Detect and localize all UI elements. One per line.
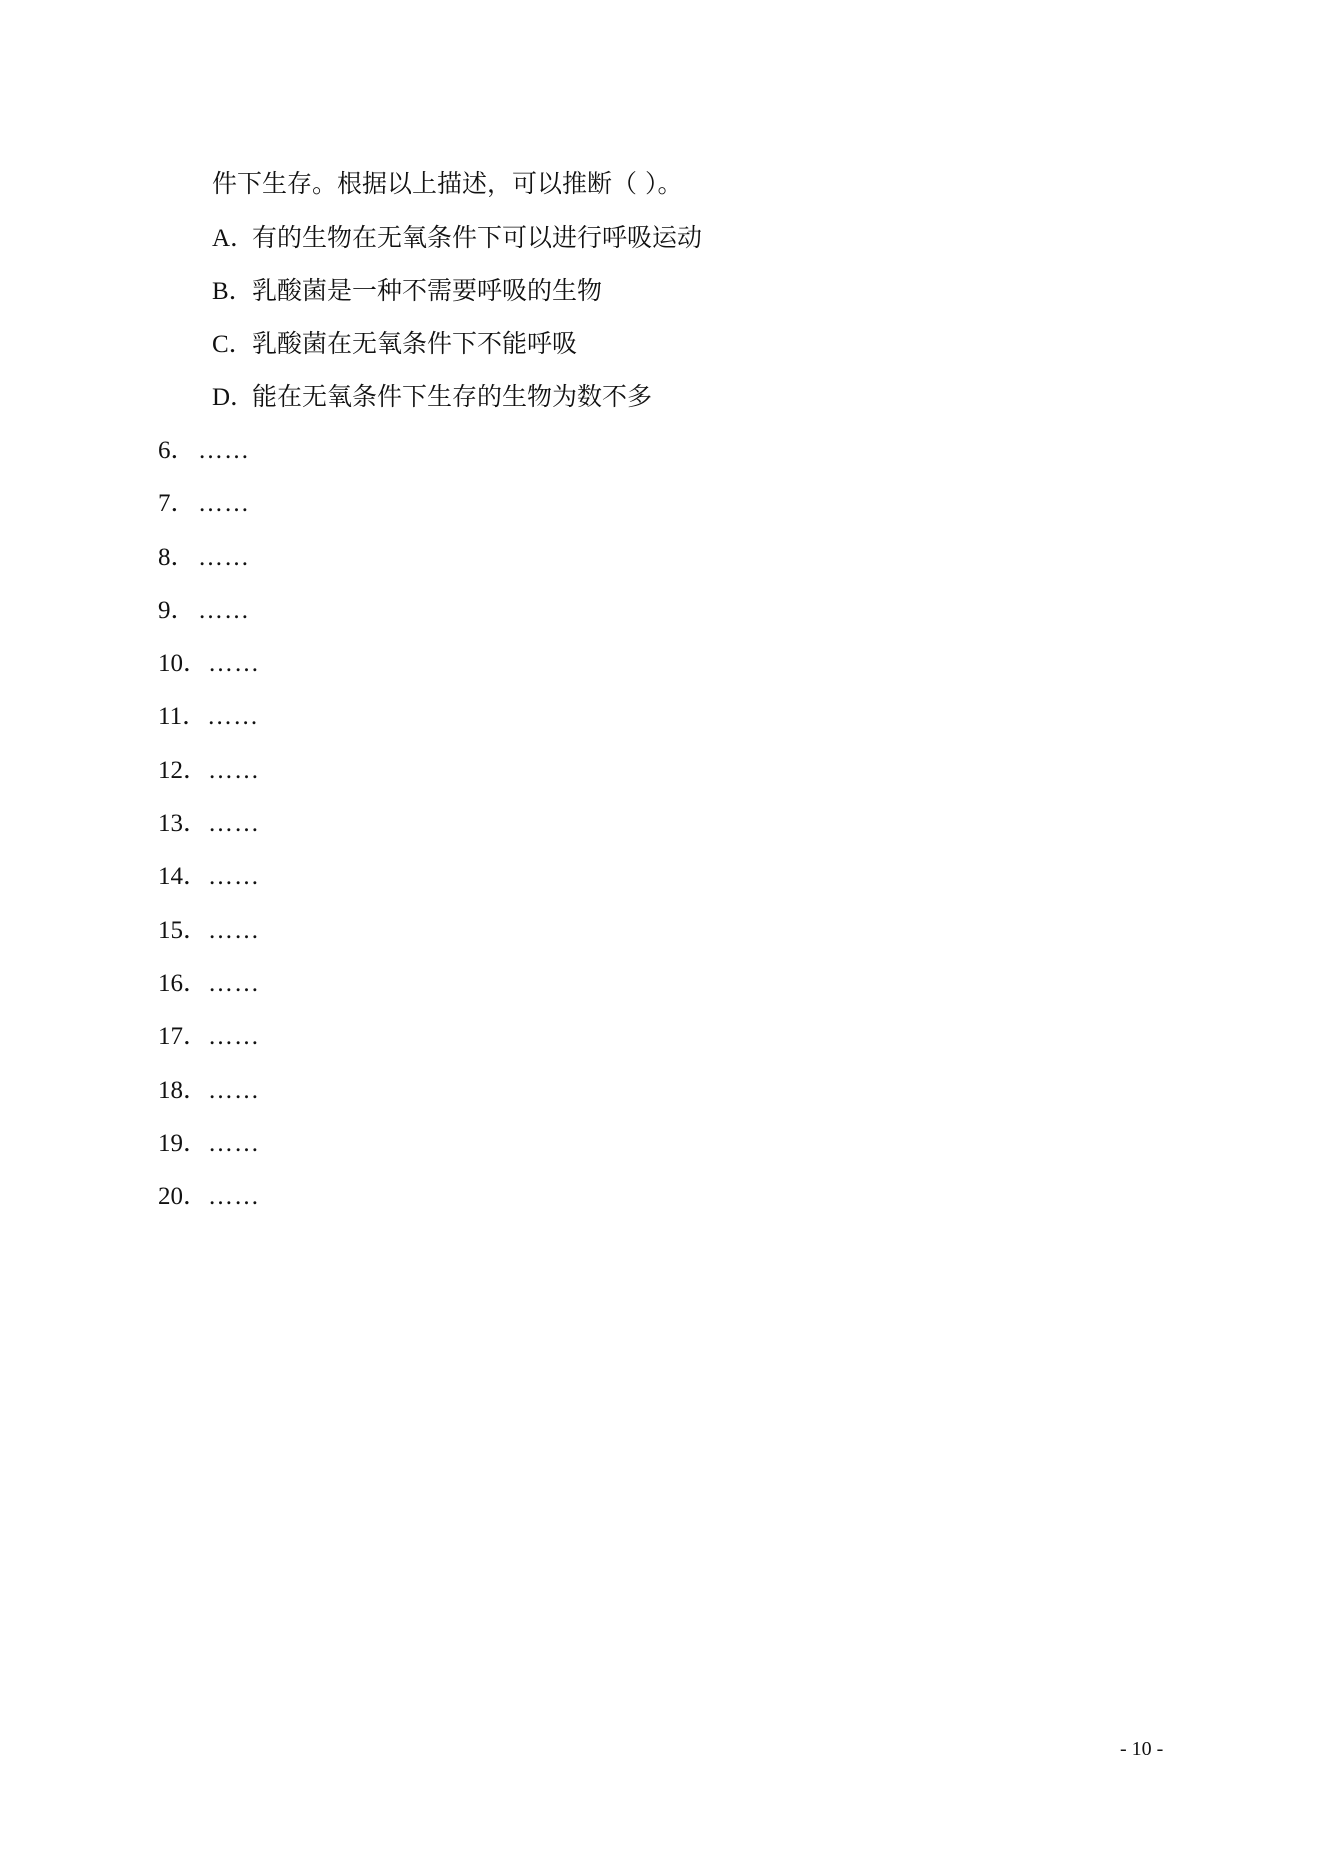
question-number: 9． (158, 596, 196, 624)
question-item (158, 1126, 260, 1179)
option-letter: B． (212, 278, 254, 305)
question-number: 8． (158, 543, 196, 571)
option-letter: A． (212, 225, 256, 252)
question-number: 19． (158, 1129, 209, 1157)
page-number: - 10 - (1120, 1738, 1164, 1760)
question-item (158, 859, 260, 912)
question-item (158, 540, 260, 593)
question-item (158, 699, 260, 752)
question-placeholder: …… (208, 969, 261, 997)
answer-options (212, 220, 702, 432)
question-placeholder: …… (208, 916, 261, 944)
question-number: 17． (158, 1023, 209, 1051)
question-number: 18． (158, 1076, 209, 1104)
question-placeholder: …… (208, 1023, 261, 1051)
option-c (212, 326, 702, 379)
question-placeholder: …… (208, 1129, 261, 1157)
question-placeholder: …… (208, 863, 261, 891)
question-number: 12． (158, 756, 209, 784)
question-item (158, 1073, 260, 1126)
option-letter: C． (212, 331, 254, 358)
question-placeholder: …… (208, 1183, 261, 1211)
question-placeholder: …… (198, 437, 250, 464)
question-item (158, 1179, 260, 1232)
option-b (212, 273, 702, 326)
question-placeholder: …… (207, 703, 260, 731)
option-a (212, 220, 702, 273)
question-placeholder: …… (198, 490, 250, 518)
question-stem-continuation: 件下生存。根据以上描述，可以推断（ ）。 (212, 169, 683, 198)
option-d (212, 379, 702, 432)
question-item (158, 433, 260, 486)
question-number: 7． (158, 490, 196, 518)
question-number: 13． (158, 810, 209, 838)
question-item (158, 593, 260, 646)
question-item (158, 753, 260, 806)
question-number: 11． (158, 703, 208, 731)
question-item (158, 806, 260, 859)
question-item (158, 1019, 260, 1072)
question-placeholder: …… (208, 1076, 261, 1104)
option-text: 有的生物在无氧条件下可以进行呼吸运动 (252, 223, 703, 252)
question-placeholder: …… (208, 756, 261, 784)
question-number: 16． (158, 969, 209, 997)
question-number: 14． (158, 863, 209, 891)
question-item (158, 913, 260, 966)
question-placeholder: …… (208, 650, 261, 678)
question-list (158, 433, 260, 1232)
question-item (158, 486, 260, 539)
question-number: 20． (158, 1183, 209, 1211)
option-text: 乳酸菌在无氧条件下不能呼吸 (252, 329, 578, 358)
question-item (158, 966, 260, 1019)
option-text: 乳酸菌是一种不需要呼吸的生物 (252, 276, 603, 305)
question-number: 6． (158, 437, 196, 464)
option-letter: D． (212, 384, 256, 411)
question-placeholder: …… (198, 543, 250, 571)
question-number: 15． (158, 916, 209, 944)
question-number: 10． (158, 650, 209, 678)
question-placeholder: …… (208, 810, 261, 838)
option-text: 能在无氧条件下生存的生物为数不多 (252, 382, 653, 411)
question-item (158, 646, 260, 699)
question-placeholder: …… (198, 596, 250, 624)
